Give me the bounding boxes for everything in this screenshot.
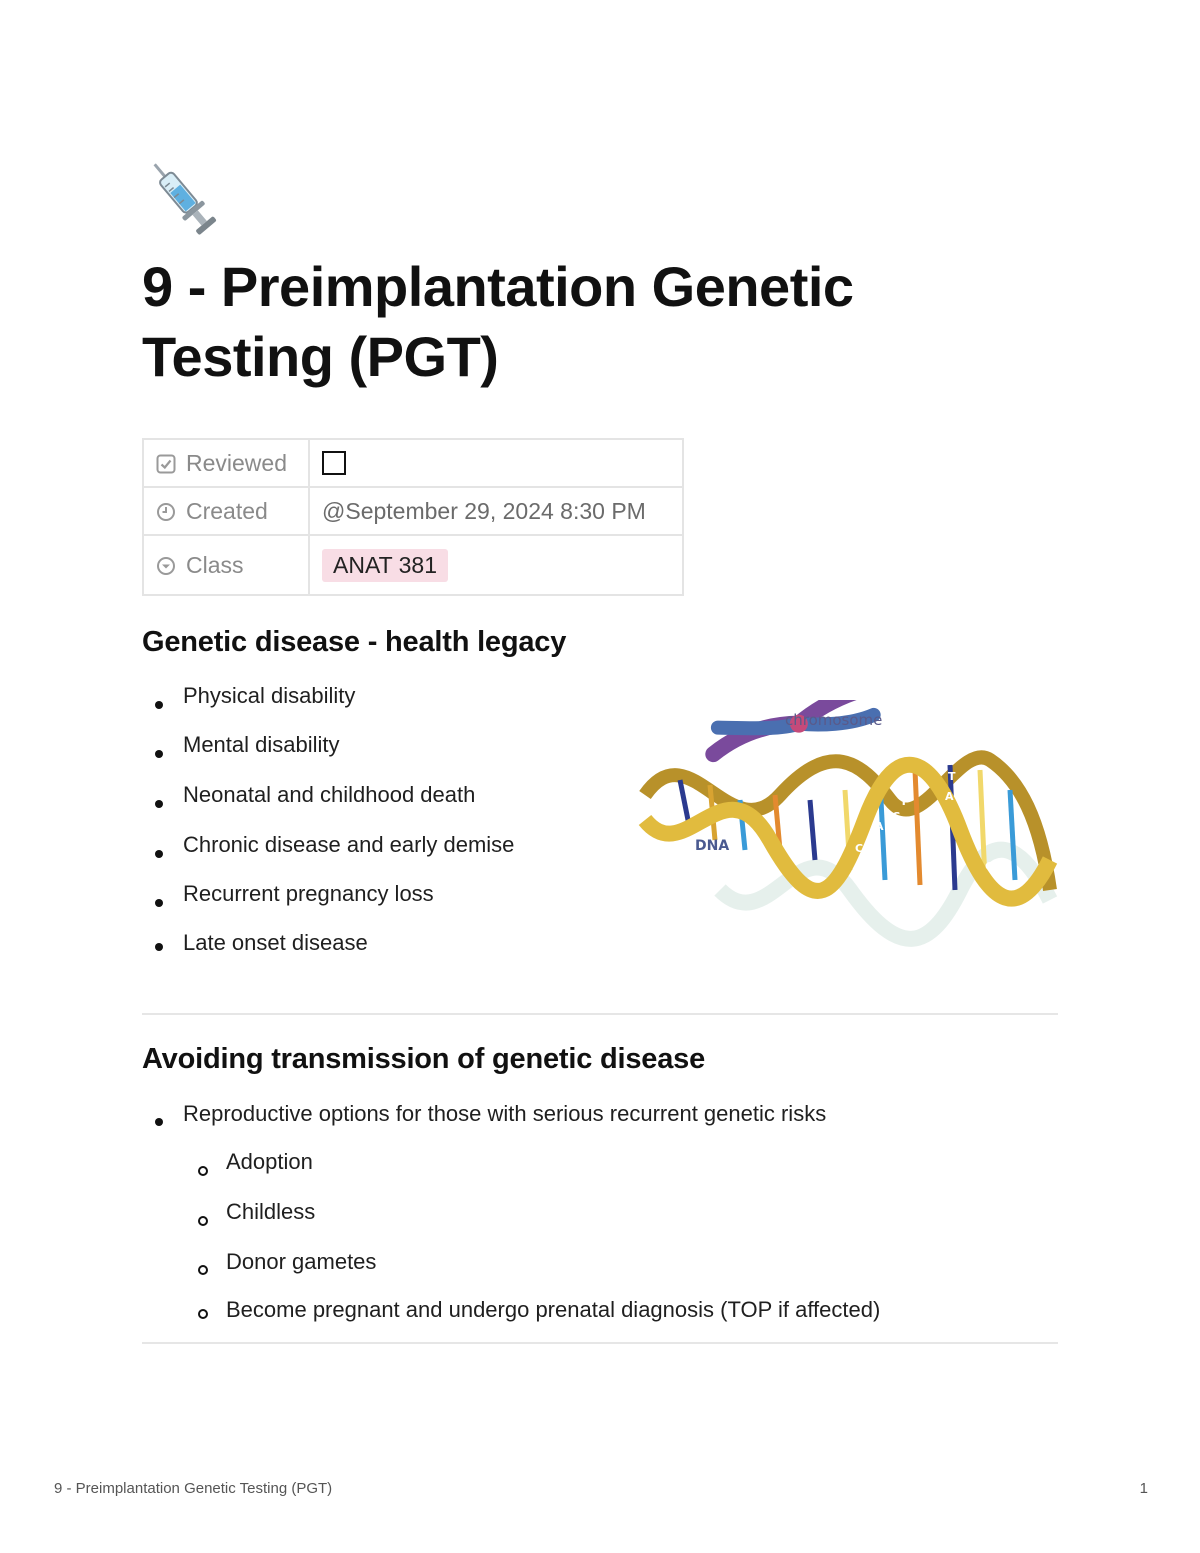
property-value xyxy=(309,439,683,487)
base-letter: T xyxy=(948,770,956,783)
property-label: Reviewed xyxy=(186,449,287,476)
property-row-class xyxy=(143,535,683,595)
base-letter: T xyxy=(900,795,908,808)
dna-label: DNA xyxy=(695,838,730,854)
base-letter: A xyxy=(945,790,954,803)
checkbox-property-icon xyxy=(156,454,176,474)
base-letter: C xyxy=(855,842,864,855)
list-item: Recurrent pregnancy loss xyxy=(142,878,514,927)
divider xyxy=(142,1013,1058,1015)
base-letter: G xyxy=(905,830,915,843)
property-row-created xyxy=(143,487,683,535)
section-heading: Genetic disease - health legacy xyxy=(142,626,567,658)
list-item: Adoption xyxy=(142,1146,880,1196)
list-item: Late onset disease xyxy=(142,927,514,967)
clock-icon xyxy=(156,502,176,522)
class-tag[interactable]: ANAT 381 xyxy=(322,549,448,582)
footer-title: 9 - Preimplantation Genetic Testing (PGT) xyxy=(54,1480,333,1497)
reviewed-checkbox[interactable] xyxy=(322,451,346,475)
base-letter: C xyxy=(892,810,901,823)
base-letter: T xyxy=(817,790,825,803)
page-title: 9 - Preimplantation Genetic Testing (PGT) xyxy=(142,255,854,388)
page-number: 1 xyxy=(1139,1480,1148,1497)
list-item: Mental disability xyxy=(142,729,514,779)
base-letter: C xyxy=(985,860,994,873)
list-item: Childless xyxy=(142,1196,880,1246)
list-item: Become pregnant and undergo prenatal diagnosis (TOP if affected) xyxy=(142,1294,880,1334)
property-label: Created xyxy=(186,497,268,524)
sub-bullet-list xyxy=(142,1146,880,1334)
property-row-reviewed xyxy=(143,439,683,487)
syringe-icon xyxy=(140,150,230,240)
dna-illustration xyxy=(630,700,1060,970)
list-item: Chronic disease and early demise xyxy=(142,829,514,878)
select-property-icon xyxy=(156,556,176,576)
property-label: Class xyxy=(186,551,244,578)
base-letter: A xyxy=(830,815,839,828)
bullet-list xyxy=(142,1098,826,1146)
section-heading: Avoiding transmission of genetic disease xyxy=(142,1043,706,1075)
base-letter: A xyxy=(875,820,884,833)
chromosome-label: chromosome xyxy=(785,711,883,729)
properties-table xyxy=(142,438,684,596)
divider xyxy=(142,1342,1058,1344)
list-item: Reproductive options for those with serious recurrent genetic risks xyxy=(142,1098,826,1146)
list-item: Donor gametes xyxy=(142,1246,880,1294)
property-key xyxy=(143,487,309,535)
base-letter: G xyxy=(987,820,997,833)
property-key xyxy=(143,535,309,595)
created-value: @September 29, 2024 8:30 PM xyxy=(309,487,683,535)
property-value xyxy=(309,535,683,595)
property-key xyxy=(143,439,309,487)
list-item: Physical disability xyxy=(142,680,514,729)
bullet-list xyxy=(142,680,514,967)
list-item: Neonatal and childhood death xyxy=(142,779,514,829)
base-letter: G xyxy=(827,830,837,843)
